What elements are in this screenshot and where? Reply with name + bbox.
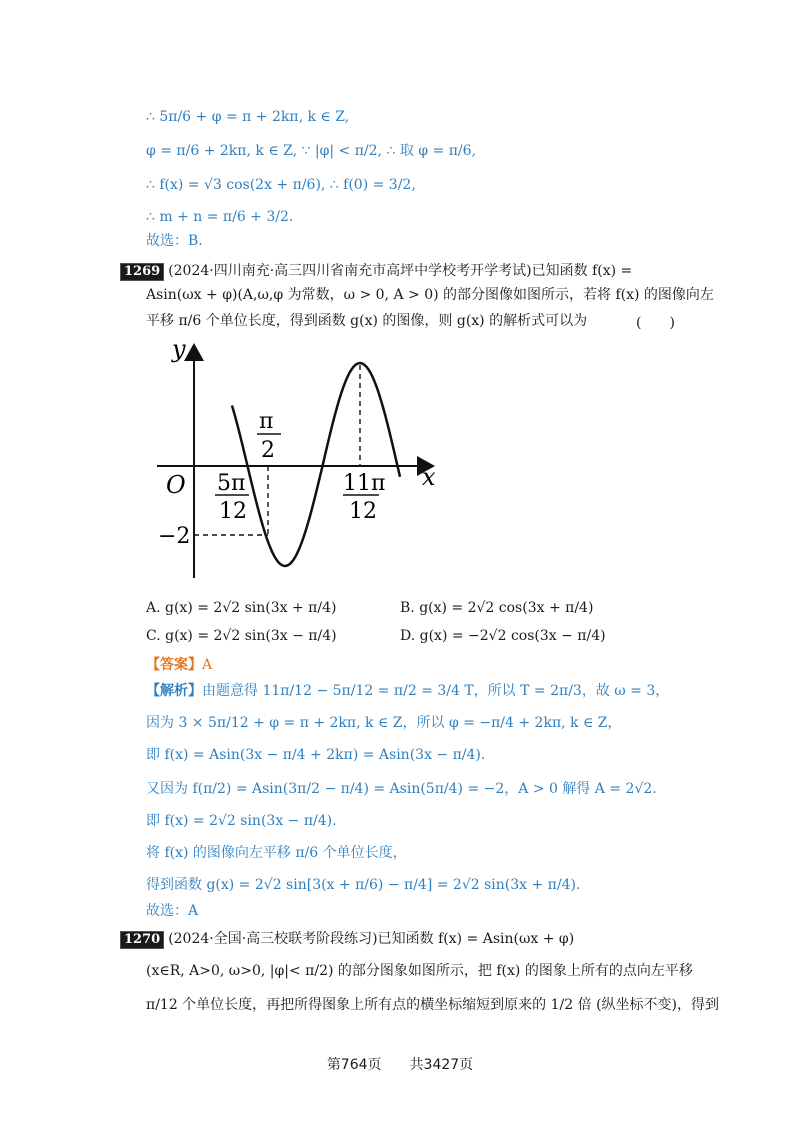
- solution-line: φ = π/6 + 2kπ, k ∈ Z, ∵ |φ| < π/2, ∴ 取 φ = π/6,: [146, 143, 476, 159]
- question-stem-line: (2024·全国·高三校联考阶段练习)已知函数 f(x) = Asin(ωx + φ): [168, 931, 575, 947]
- question-stem-line: π/12 个单位长度，再把所得图象上所有点的横坐标缩短到原来的 1/2 倍 (纵坐标不变)，得到: [146, 997, 719, 1013]
- solution-line: ∴ 5π/6 + φ = π + 2kπ, k ∈ Z,: [146, 109, 350, 125]
- y-axis-label: y: [172, 335, 186, 363]
- question-stem-line: 平移 π/6 个单位长度，得到函数 g(x) 的图像，则 g(x) 的解析式可以为: [146, 313, 588, 329]
- option-d: D. g(x) = −2√2 cos(3x − π/4): [400, 628, 606, 644]
- analysis-line: 故选：A: [146, 903, 199, 919]
- analysis-line: 将 f(x) 的图像向左平移 π/6 个单位长度，: [146, 845, 407, 861]
- answer-tag: 【答案】: [146, 657, 202, 673]
- solution-line: ∴ f(x) = √3 cos(2x + π/6), ∴ f(0) = 3/2,: [146, 177, 416, 193]
- question-stem-line: (x∈R, A>0, ω>0, |φ|< π/2) 的部分图象如图所示，把 f(x) 的图象上所有的点向左平移: [146, 963, 693, 979]
- analysis-text: 由题意得 11π/12 − 5π/12 = π/2 = 3/4 T，所以 T = 2π/3，故 ω = 3，: [202, 683, 670, 699]
- option-c: C. g(x) = 2√2 sin(3x − π/4): [146, 628, 337, 644]
- question-number: 1269: [120, 263, 164, 281]
- answer-value: A: [202, 657, 213, 673]
- question-stem-line: (2024·四川南充·高三四川省南充市高坪中学校考开学考试)已知函数 f(x) =: [168, 263, 633, 279]
- tick-neg2: −2: [158, 524, 191, 549]
- analysis-line: 得到函数 g(x) = 2√2 sin[3(x + π/6) − π/4] = 2√2 sin(3x + π/4).: [146, 877, 581, 893]
- option-a: A. g(x) = 2√2 sin(3x + π/4): [146, 600, 337, 616]
- origin-label: O: [166, 471, 186, 499]
- analysis-line: 因为 3 × 5π/12 + φ = π + 2kπ, k ∈ Z，所以 φ = −π/4 + 2kπ, k ∈ Z，: [146, 715, 622, 731]
- tick-pi2-den: 2: [261, 438, 275, 463]
- tick-11pi12-den: 12: [349, 499, 377, 524]
- tick-5pi12-num: 5π: [217, 471, 246, 496]
- answer-line: [146, 656, 212, 674]
- x-axis-label: x: [422, 463, 436, 491]
- analysis-line: 即 f(x) = Asin(3x − π/4 + 2kπ) = Asin(3x − π/4).: [146, 747, 486, 763]
- question-1270-header: [120, 930, 574, 949]
- analysis-line: 即 f(x) = 2√2 sin(3x − π/4).: [146, 813, 337, 829]
- analysis-tag: 【解析】: [146, 683, 202, 699]
- question-stem-line: Asin(ωx + φ)(A,ω,φ 为常数，ω > 0, A > 0) 的部分图像如图所示，若将 f(x) 的图像向左: [146, 287, 714, 303]
- solution-line: ∴ m + n = π/6 + 3/2.: [146, 209, 294, 225]
- answer-blank: ( ): [636, 315, 675, 331]
- analysis-line: 又因为 f(π/2) = Asin(3π/2 − π/4) = Asin(5π/4) = −2，A > 0 解得 A = 2√2.: [146, 781, 657, 797]
- question-number: 1270: [120, 931, 164, 949]
- tick-pi2-num: π: [259, 409, 274, 434]
- page-footer: 第764页 共3427页: [326, 1057, 474, 1073]
- analysis-line: [146, 682, 669, 700]
- option-b: B. g(x) = 2√2 cos(3x + π/4): [400, 600, 594, 616]
- tick-11pi12-num: 11π: [343, 471, 386, 496]
- tick-5pi12-den: 12: [219, 499, 247, 524]
- solution-line: 故选：B.: [146, 233, 203, 249]
